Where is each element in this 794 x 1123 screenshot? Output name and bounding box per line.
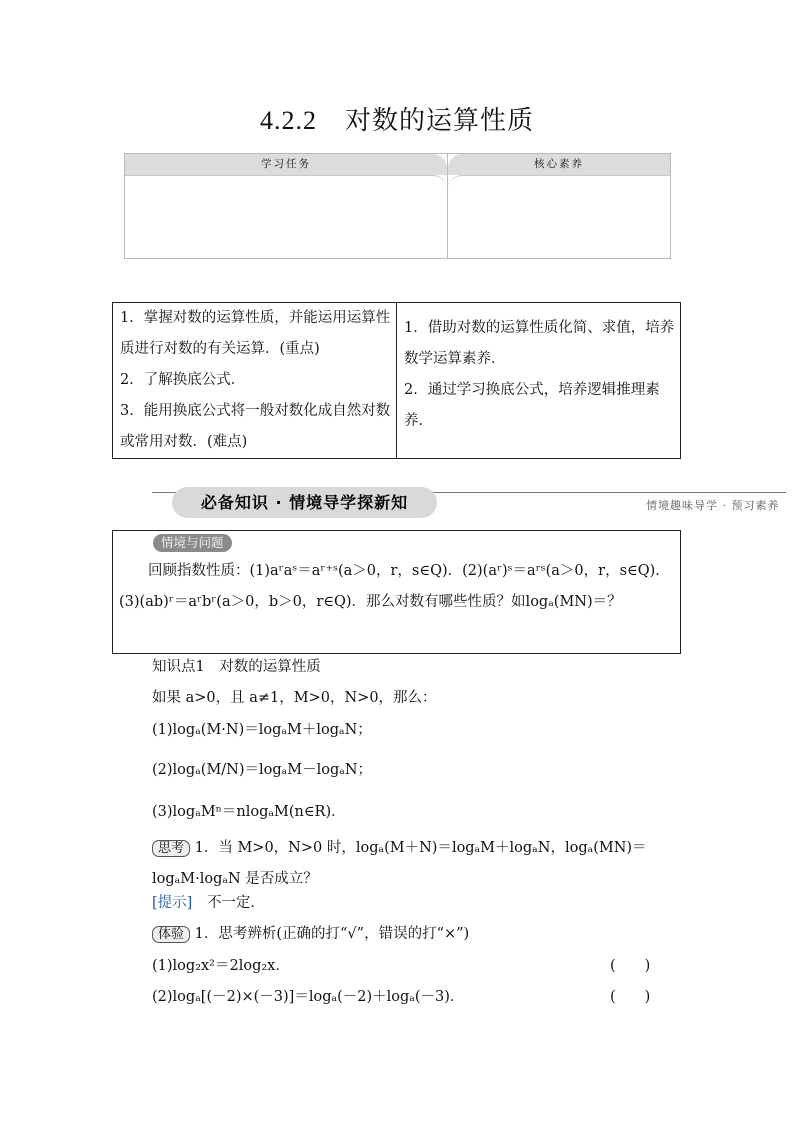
scenario-paragraph: 回顾指数性质：(1)aʳaˢ＝aʳ⁺ˢ(a＞0，r，s∈Q)．(2)(aʳ)ˢ＝aʳˢ(a＞0，r，s∈Q)．(3)(ab)ʳ＝aʳbʳ(a＞0，b＞0，r∈Q)．那么对数有哪些性质？如logₐ(MN)＝？ (119, 563, 670, 610)
task-divider (447, 154, 448, 258)
scenario-text (119, 556, 674, 618)
hint-text: 不一定． (206, 895, 265, 911)
goals-table (112, 302, 681, 459)
section-banner: 必备知识 · 情境导学探新知 (172, 487, 437, 518)
task-header-learning: 学习任务 (125, 154, 447, 175)
section-number: 4.2.2 (259, 106, 317, 135)
knowledge-heading: 知识点1 对数的运算性质 (152, 659, 321, 675)
think-tag: 思考 (152, 840, 190, 857)
rule-2: (2)logₐ(M/N)＝logₐM－logₐN； (152, 762, 373, 778)
practice-item (152, 956, 652, 976)
banner-right-label: 情境趣味导学 · 预习素养 (646, 499, 780, 512)
goal-left-item: 1．掌握对数的运算性质，并能运用运算性质进行对数的有关运算．(重点) (120, 310, 391, 357)
section-title: 对数的运算性质 (344, 106, 534, 136)
task-cell-learning (125, 175, 447, 258)
answer-blank[interactable]: ( ) (610, 958, 651, 974)
task-table (124, 153, 671, 259)
goal-right-item: 1．借助对数的运算性质化简、求值，培养数学运算素养． (404, 320, 675, 367)
knowledge-condition: 如果 a>0，且 a≠1，M>0，N>0，那么： (152, 690, 437, 706)
goal-right-item: 2．通过学习换底公式，培养逻辑推理素养． (404, 382, 660, 429)
hint-tag: [提示] (152, 895, 193, 911)
practice-item (152, 987, 652, 1007)
page-title (0, 100, 794, 137)
practice-instruction: 1．思考辨析(正确的打“√”，错误的打“×”) (194, 926, 470, 942)
practice-instruction-line (152, 924, 722, 945)
scenario-box (112, 530, 681, 654)
goal-left-item: 2．了解换底公式． (120, 372, 246, 388)
task-cell-literacy (448, 175, 670, 258)
practice-item-text: (1)log₂x²＝2log₂x． (152, 958, 290, 974)
task-header-literacy: 核心素养 (448, 154, 670, 175)
answer-blank[interactable]: ( ) (610, 989, 651, 1005)
think-block (152, 833, 692, 894)
think-question: 1．当 M>0，N>0 时，logₐ(M＋N)＝logₐM＋logₐN，logₐ(MN)＝logₐM·logₐN 是否成立？ (152, 840, 647, 887)
rule-3: (3)logₐMⁿ＝nlogₐM(n∈R)． (152, 804, 346, 820)
practice-tag: 体验 (152, 926, 190, 943)
goals-left (120, 303, 392, 458)
practice-item-text: (2)logₐ[(－2)×(－3)]＝logₐ(－2)＋logₐ(－3)． (152, 989, 465, 1005)
goals-divider (396, 303, 397, 458)
rule-1: (1)logₐ(M·N)＝logₐM＋logₐN； (152, 722, 372, 738)
hint-line (152, 893, 722, 913)
scenario-tag: 情境与问题 (153, 534, 232, 552)
goal-left-item: 3．能用换底公式将一般对数化成自然对数或常用对数．(难点) (120, 403, 391, 450)
goals-right (404, 313, 676, 437)
